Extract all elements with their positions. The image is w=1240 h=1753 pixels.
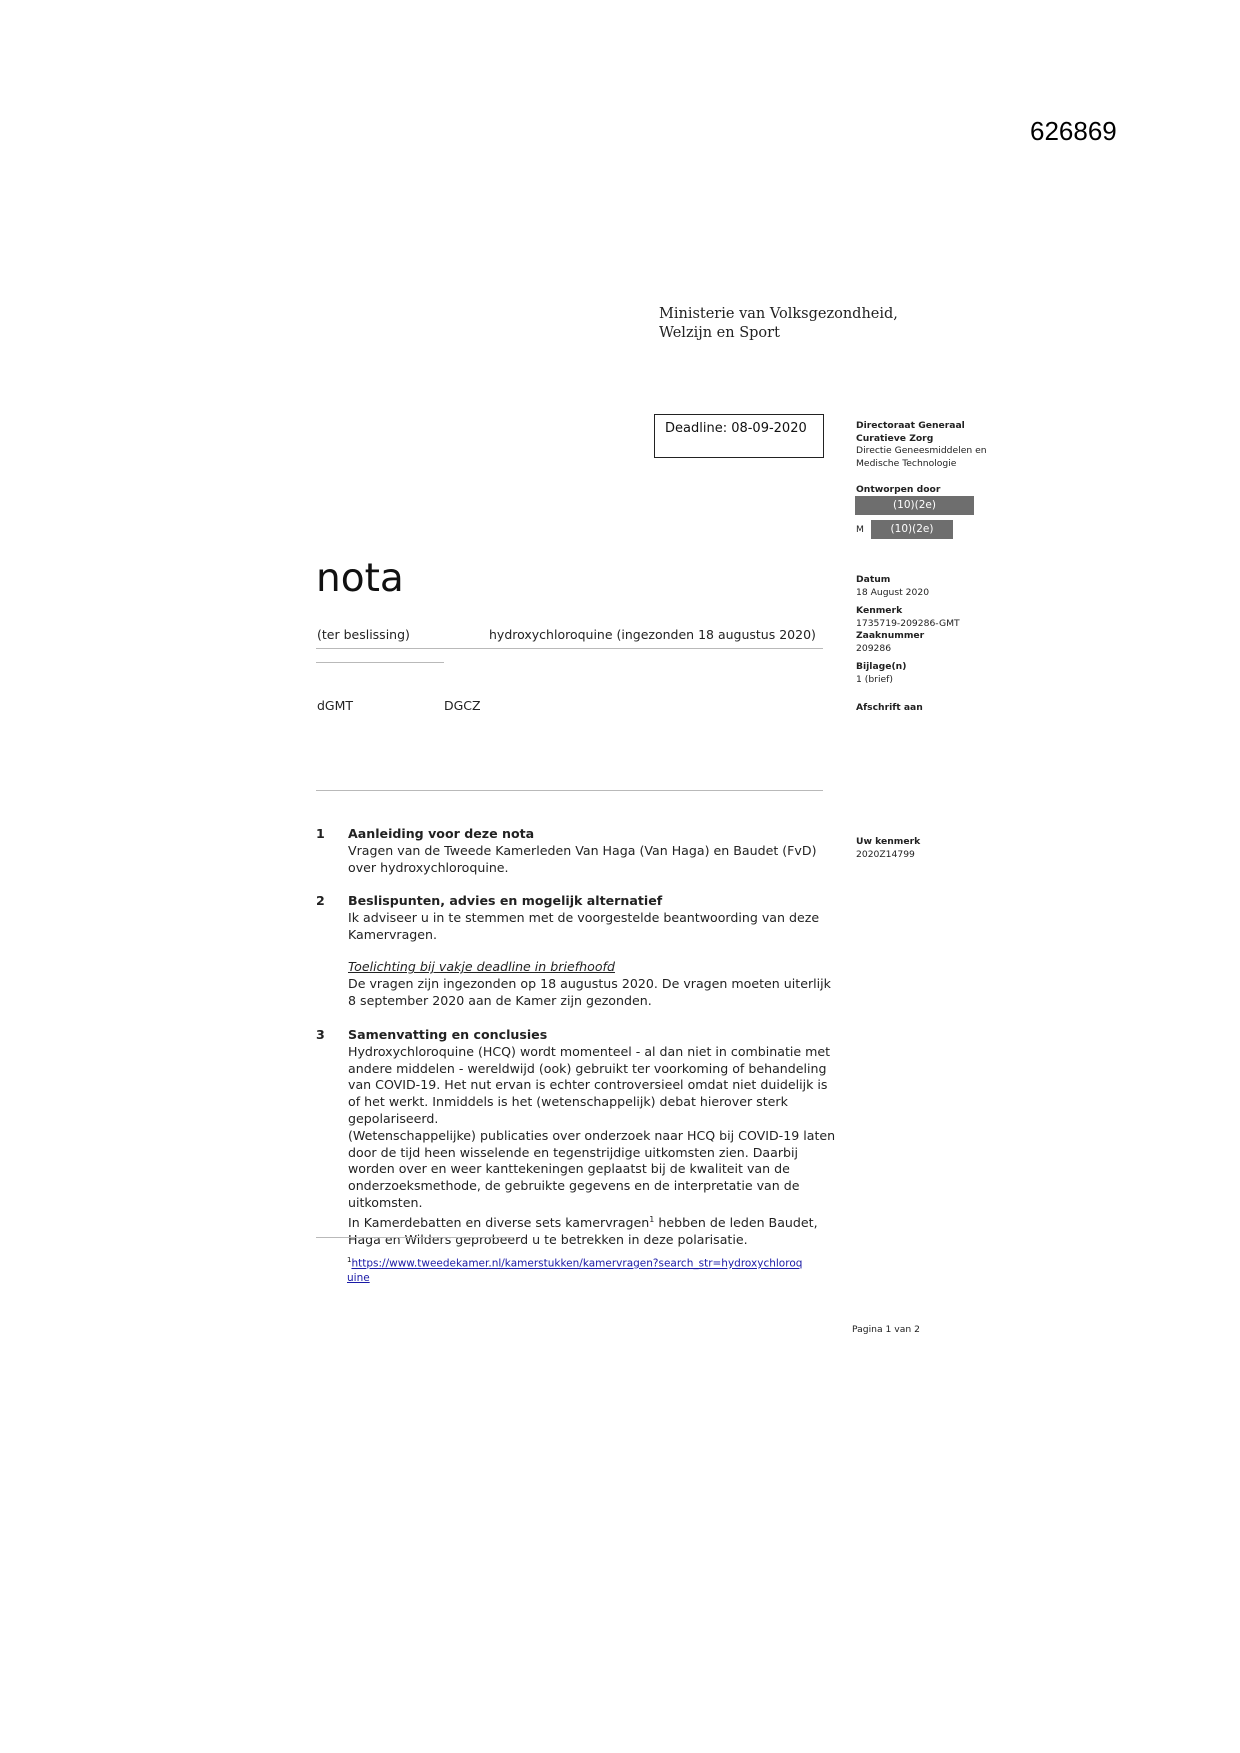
sidebar-dg: [856, 420, 987, 470]
subtitle-right: hydroxychloroquine (ingezonden 18 augustus 2020): [489, 627, 816, 642]
section-line: Haga en Wilders geprobeerd u te betrekken in deze polarisatie.: [348, 1231, 748, 1247]
section-number: 1: [316, 826, 325, 841]
zaaknummer-value: 209286: [856, 642, 892, 654]
section-heading: Samenvatting en conclusies: [348, 1027, 548, 1042]
section-line: of het werkt. Inmiddels is het (wetenschappelijk) debat hierover sterk: [348, 1094, 788, 1110]
deadline-box: Deadline: 08-09-2020: [654, 414, 824, 458]
section-line: door de tijd heen wisselende en tegenstrijdige uitkomsten zien. Daarbij: [348, 1144, 799, 1160]
document-number: 626869: [1030, 116, 1117, 146]
section-number: 3: [316, 1027, 325, 1042]
section-line: (Wetenschappelijke) publicaties over onderzoek naar HCQ bij COVID-19 laten: [348, 1127, 836, 1143]
footnote-reference: 1: [649, 1214, 655, 1224]
redaction-block-1: (10)(2e): [855, 496, 974, 515]
section-line: andere middelen - wereldwijd (ook) gebruikt ter voorkoming of behandeling: [348, 1060, 827, 1076]
section-2: [316, 893, 856, 1010]
ministry-line-1: Ministerie van Volksgezondheid,: [659, 306, 898, 322]
section-line: van COVID-19. Het nut ervan is echter controversieel omdat niet duidelijk is: [348, 1077, 828, 1093]
section-line: gepolariseerd.: [348, 1110, 439, 1126]
uw-kenmerk-label: Uw kenmerk: [856, 836, 921, 847]
section-3: [316, 1027, 856, 1249]
divider-short: [316, 662, 444, 663]
ministry-name: [659, 305, 898, 343]
kenmerk-value: 1735719-209286-GMT: [856, 617, 960, 629]
section-line: onderzoeksmethode, de gebruikte gegevens en de interpretatie van de: [348, 1178, 800, 1194]
designed-by-label: Ontworpen door: [856, 484, 941, 495]
dg-line-2: Curatieve Zorg: [856, 432, 934, 444]
sidebar-meta: [856, 574, 960, 715]
divider-mid: [316, 790, 823, 791]
footnote: [347, 1253, 867, 1285]
uw-kenmerk-value: 2020Z14799: [856, 848, 915, 860]
section-line: Ik adviseer u in te stemmen met de voorgestelde beantwoording van deze: [348, 909, 820, 925]
m-label: M: [856, 524, 864, 535]
dir-line-2: Medische Technologie: [856, 457, 957, 469]
section-line: 8 september 2020 aan de Kamer zijn gezonden.: [348, 992, 652, 1008]
routing-to: DGCZ: [444, 698, 481, 713]
subtitle-left: (ter beslissing): [317, 627, 410, 642]
page-title: nota: [316, 556, 404, 601]
zaaknummer-label: Zaaknummer: [856, 630, 925, 641]
dir-line-1: Directie Geneesmiddelen en: [856, 445, 987, 456]
section-heading: Beslispunten, advies en mogelijk alternatief: [348, 893, 663, 908]
footnote-marker: 1: [347, 1256, 352, 1264]
bijlage-label: Bijlage(n): [856, 661, 907, 672]
footnote-divider: [316, 1237, 514, 1238]
dg-line-1: Directoraat Generaal: [856, 420, 965, 431]
sidebar-uw-kenmerk: [856, 836, 920, 861]
redaction-block-2: (10)(2e): [871, 520, 953, 539]
section-line: De vragen zijn ingezonden op 18 augustus 2020. De vragen moeten uiterlijk: [348, 976, 831, 992]
footnote-link-continued[interactable]: uine: [347, 1271, 370, 1284]
section-heading: Aanleiding voor deze nota: [348, 826, 535, 841]
footnote-link[interactable]: https://www.tweedekamer.nl/kamerstukken/kamervragen?search_str=hydroxychloroq: [351, 1257, 803, 1270]
bijlage-value: 1 (brief): [856, 673, 893, 685]
date-value: 18 August 2020: [856, 586, 930, 598]
afschrift-label: Afschrift aan: [856, 702, 923, 713]
page-number: Pagina 1 van 2: [852, 1324, 920, 1335]
ministry-line-2: Welzijn en Sport: [659, 325, 780, 341]
section-1: [316, 826, 856, 876]
section-line: Hydroxychloroquine (HCQ) wordt momenteel - al dan niet in combinatie met: [348, 1043, 831, 1059]
section-line: [348, 1212, 856, 1232]
date-label: Datum: [856, 574, 891, 585]
section-line: worden over en weer kanttekeningen geplaatst bij de kwaliteit van de: [348, 1161, 790, 1177]
line-text: In Kamerdebatten en diverse sets kamervragen: [348, 1214, 650, 1230]
section-line: Vragen van de Tweede Kamerleden Van Haga (Van Haga) en Baudet (FvD): [348, 842, 817, 858]
line-text: hebben de leden Baudet,: [654, 1214, 818, 1230]
sub-heading: Toelichting bij vakje deadline in briefhoofd: [348, 959, 615, 975]
section-line: over hydroxychloroquine.: [348, 859, 509, 875]
kenmerk-label: Kenmerk: [856, 605, 903, 616]
routing-from: dGMT: [317, 698, 354, 713]
section-line: Kamervragen.: [348, 926, 438, 942]
divider-top: [316, 648, 823, 649]
section-line: uitkomsten.: [348, 1194, 423, 1210]
section-number: 2: [316, 893, 325, 908]
